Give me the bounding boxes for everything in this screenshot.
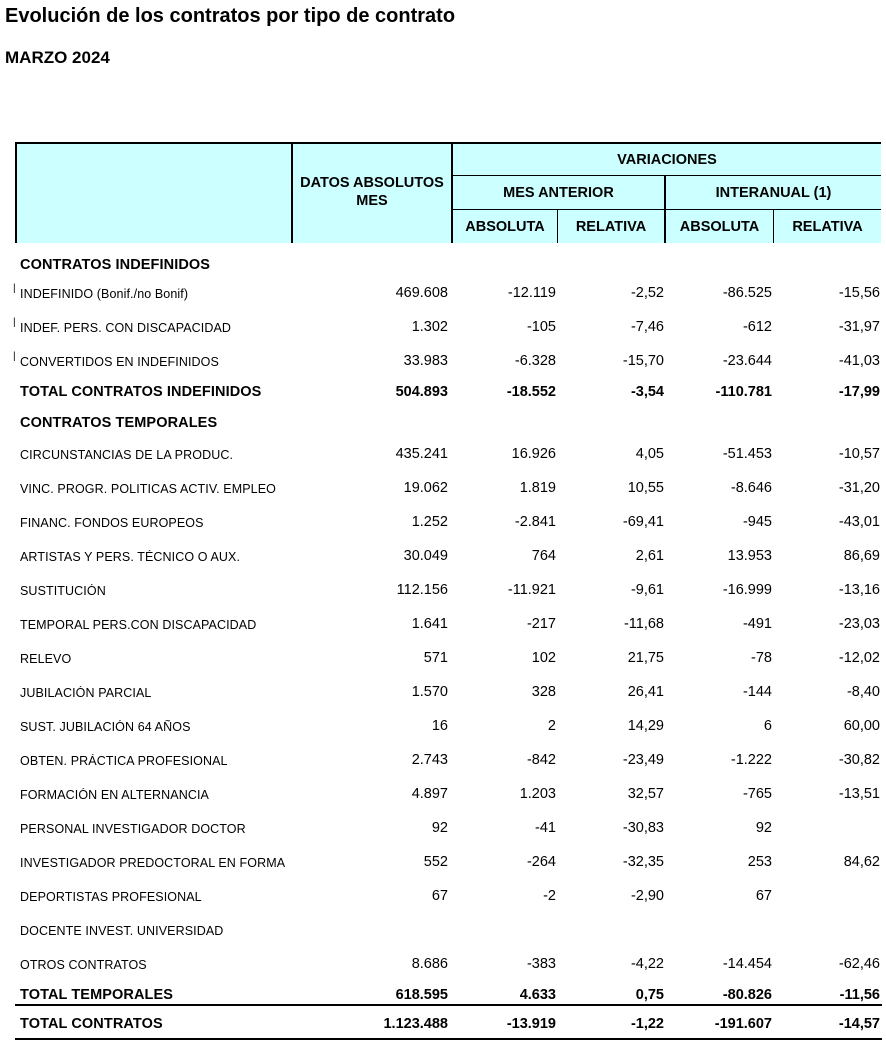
- row-value-col2: 2: [547, 718, 556, 734]
- table-row: [18, 274, 882, 308]
- row-value-col4: 253: [747, 854, 772, 870]
- row-value-col3: -1,22: [630, 1016, 664, 1032]
- row-value-col1: 435.241: [395, 446, 448, 462]
- table-header: [15, 142, 881, 243]
- row-value-col3: 2,61: [635, 548, 664, 564]
- row-value-col4: -80.826: [722, 987, 772, 1003]
- row-value-col4: -144: [742, 684, 772, 700]
- row-label: DEPORTISTAS PROFESIONAL: [20, 890, 202, 904]
- table-row: [18, 435, 882, 469]
- row-value-col2: 102: [531, 650, 556, 666]
- row-value-col3: -4,22: [630, 956, 664, 972]
- row-value-col5: -13,16: [838, 582, 880, 598]
- row-value-col3: 14,29: [627, 718, 664, 734]
- row-value-col3: 32,57: [627, 786, 664, 802]
- row-label: CIRCUNSTANCIAS DE LA PRODUC.: [20, 448, 234, 462]
- row-value-col5: -62,46: [838, 956, 880, 972]
- row-value-col1: 16: [431, 718, 448, 734]
- table-row: [18, 911, 882, 945]
- row-value-col4: -86.525: [722, 285, 772, 301]
- row-value-col2: 1.203: [519, 786, 556, 802]
- row-value-col3: -15,70: [622, 353, 664, 369]
- row-label: PERSONAL INVESTIGADOR DOCTOR: [20, 822, 246, 836]
- row-value-col4: -491: [742, 616, 772, 632]
- row-value-col3: 4,05: [635, 446, 664, 462]
- row-value-col3: -3,54: [630, 384, 664, 400]
- total-row: [18, 971, 882, 1005]
- row-label: TOTAL CONTRATOS: [20, 1016, 163, 1032]
- row-value-col4: -8.646: [730, 480, 772, 496]
- row-value-col4: -51.453: [722, 446, 772, 462]
- page-title: Evolución de los contratos por tipo de contrato: [5, 5, 456, 27]
- row-value-col1: 469.608: [395, 285, 448, 301]
- row-label: TOTAL CONTRATOS INDEFINIDOS: [20, 384, 262, 400]
- row-value-col4: 13.953: [727, 548, 772, 564]
- row-value-col5: -13,51: [838, 786, 880, 802]
- row-label: RELEVO: [20, 652, 72, 666]
- row-value-col2: 16.926: [511, 446, 556, 462]
- row-value-col5: -23,03: [838, 616, 880, 632]
- row-value-col5: -15,56: [838, 285, 880, 301]
- row-label: JUBILACIÓN PARCIAL: [20, 686, 152, 700]
- row-label: TOTAL TEMPORALES: [20, 987, 174, 1003]
- row-value-col4: -612: [742, 319, 772, 335]
- row-value-col2: -2: [543, 888, 556, 904]
- section-row: [18, 401, 882, 435]
- table-row: [18, 469, 882, 503]
- row-value-col2: -41: [535, 820, 556, 836]
- row-value-col3: -30,83: [622, 820, 664, 836]
- total-row: [18, 368, 882, 402]
- row-value-col2: -842: [526, 752, 556, 768]
- row-label: TEMPORAL PERS.CON DISCAPACIDAD: [20, 618, 257, 632]
- row-value-col3: 0,75: [635, 987, 664, 1003]
- table-row: [18, 775, 882, 809]
- row-value-col3: -7,46: [630, 319, 664, 335]
- row-value-col5: -12,02: [838, 650, 880, 666]
- row-value-col4: -110.781: [715, 384, 772, 400]
- row-value-col5: -14,57: [838, 1016, 880, 1032]
- row-value-col2: 764: [531, 548, 556, 564]
- table-row: [18, 673, 882, 707]
- row-label: CONVERTIDOS EN INDEFINIDOS: [20, 355, 219, 369]
- row-value-col5: 60,00: [843, 718, 880, 734]
- row-value-col3: -32,35: [622, 854, 664, 870]
- row-label: SUST. JUBILACIÓN 64 AÑOS: [20, 720, 191, 734]
- row-value-col5: -10,57: [838, 446, 880, 462]
- row-label: FORMACIÓN EN ALTERNANCIA: [20, 788, 209, 802]
- row-label: FINANC. FONDOS EUROPEOS: [20, 516, 204, 530]
- row-value-col5: -43,01: [838, 514, 880, 530]
- row-value-col1: 571: [423, 650, 448, 666]
- header-relativa-interanual: RELATIVA: [792, 218, 863, 235]
- row-marker-icon: |: [13, 317, 16, 328]
- row-value-col5: -8,40: [846, 684, 880, 700]
- row-value-col2: -12.119: [507, 285, 556, 301]
- table-row: [18, 707, 882, 741]
- row-value-col4: -1.222: [730, 752, 772, 768]
- row-value-col2: -383: [526, 956, 556, 972]
- row-value-col2: -6.328: [514, 353, 556, 369]
- row-value-col1: 112.156: [396, 582, 448, 598]
- row-value-col2: 328: [531, 684, 556, 700]
- grand-row: [18, 1005, 882, 1039]
- table-row: [18, 571, 882, 605]
- row-value-col1: 552: [423, 854, 448, 870]
- row-value-col4: -16.999: [722, 582, 772, 598]
- row-value-col4: -191.607: [714, 1016, 772, 1032]
- table-row: [18, 503, 882, 537]
- row-value-col3: -2,52: [630, 285, 664, 301]
- row-label: OBTEN. PRÁCTICA PROFESIONAL: [20, 754, 228, 768]
- row-value-col2: 4.633: [519, 987, 556, 1003]
- row-value-col1: 67: [431, 888, 448, 904]
- row-value-col1: 1.252: [411, 514, 448, 530]
- row-value-col2: -11.921: [507, 582, 556, 598]
- total-separator: [15, 1004, 882, 1006]
- table-row: [18, 308, 882, 342]
- page-subtitle: MARZO 2024: [5, 48, 110, 67]
- row-value-col2: -264: [526, 854, 556, 870]
- row-value-col5: 84,62: [843, 854, 880, 870]
- row-value-col1: 504.893: [395, 384, 448, 400]
- row-value-col2: -217: [526, 616, 556, 632]
- row-value-col1: 1.302: [411, 319, 448, 335]
- header-interanual: INTERANUAL (1): [715, 184, 832, 201]
- row-value-col2: -2.841: [514, 514, 556, 530]
- table-row: [18, 639, 882, 673]
- table-row: [18, 741, 882, 775]
- row-value-col4: 6: [763, 718, 772, 734]
- row-value-col2: -105: [526, 319, 556, 335]
- table-row: [18, 843, 882, 877]
- table-row: [18, 537, 882, 571]
- row-value-col1: 1.641: [411, 616, 448, 632]
- row-value-col3: -2,90: [630, 888, 664, 904]
- row-value-col2: -18.552: [506, 384, 556, 400]
- header-relativa-mes: RELATIVA: [575, 218, 647, 235]
- row-value-col3: -11,68: [623, 616, 664, 632]
- row-label: SUSTITUCIÓN: [20, 584, 106, 598]
- row-value-col4: 67: [755, 888, 772, 904]
- row-value-col1: 1.570: [411, 684, 448, 700]
- row-value-col3: -69,41: [622, 514, 664, 530]
- header-absoluta-interanual: ABSOLUTA: [679, 218, 760, 235]
- row-value-col3: 10,55: [627, 480, 664, 496]
- row-value-col3: 26,41: [627, 684, 664, 700]
- table-row: [18, 605, 882, 639]
- header-mes-anterior: MES ANTERIOR: [503, 184, 614, 201]
- row-value-col4: -14.454: [722, 956, 772, 972]
- row-value-col3: -23,49: [622, 752, 664, 768]
- row-value-col5: -17,99: [838, 384, 880, 400]
- row-label: VINC. PROGR. POLITICAS ACTIV. EMPLEO: [20, 482, 276, 496]
- row-label: INDEF. PERS. CON DISCAPACIDAD: [20, 321, 232, 335]
- row-value-col4: -765: [742, 786, 772, 802]
- row-value-col2: -13.919: [506, 1016, 556, 1032]
- row-value-col1: 4.897: [411, 786, 448, 802]
- row-value-col1: 2.743: [411, 752, 448, 768]
- row-value-col3: -9,61: [630, 582, 664, 598]
- row-value-col5: -31,97: [838, 319, 880, 335]
- row-label: INVESTIGADOR PREDOCTORAL EN FORMA: [20, 856, 286, 870]
- row-value-col1: 92: [431, 820, 448, 836]
- row-value-col4: 92: [755, 820, 772, 836]
- row-value-col4: -78: [751, 650, 772, 666]
- row-marker-icon: |: [13, 283, 16, 294]
- row-value-col1: 19.062: [403, 480, 448, 496]
- row-value-col1: 30.049: [403, 548, 448, 564]
- row-value-col5: -30,82: [838, 752, 880, 768]
- row-value-col4: -23.644: [722, 353, 772, 369]
- row-value-col5: -31,20: [838, 480, 880, 496]
- row-value-col4: -945: [742, 514, 772, 530]
- row-marker-icon: |: [13, 351, 16, 362]
- row-label: OTROS CONTRATOS: [20, 958, 147, 972]
- row-value-col1: 618.595: [395, 987, 448, 1003]
- row-label: DOCENTE INVEST. UNIVERSIDAD: [20, 924, 224, 938]
- table-bottom-rule: [15, 1038, 882, 1040]
- header-mes-label: MES: [356, 193, 388, 209]
- row-value-col5: -41,03: [838, 353, 880, 369]
- row-label: ARTISTAS Y PERS. TÉCNICO O AUX.: [20, 550, 241, 564]
- row-value-col2: 1.819: [519, 480, 556, 496]
- row-label: INDEFINIDO (Bonif./no Bonif): [20, 287, 189, 301]
- section-row: [18, 243, 882, 277]
- table-row: [18, 877, 882, 911]
- row-value-col5: 86,69: [843, 548, 880, 564]
- row-value-col3: 21,75: [627, 650, 664, 666]
- header-variaciones: VARIACIONES: [617, 151, 717, 168]
- header-datos-absolutos: [293, 170, 451, 214]
- row-value-col1: 8.686: [411, 956, 448, 972]
- row-value-col5: -11,56: [839, 987, 880, 1003]
- row-label: CONTRATOS TEMPORALES: [20, 415, 218, 431]
- row-value-col1: 1.123.488: [383, 1016, 448, 1032]
- row-value-col1: 33.983: [403, 353, 448, 369]
- header-absoluta-mes: ABSOLUTA: [465, 218, 545, 235]
- table-row: [18, 809, 882, 843]
- header-datos-absolutos-label: DATOS ABSOLUTOS: [300, 175, 444, 191]
- row-label: CONTRATOS INDEFINIDOS: [20, 257, 211, 273]
